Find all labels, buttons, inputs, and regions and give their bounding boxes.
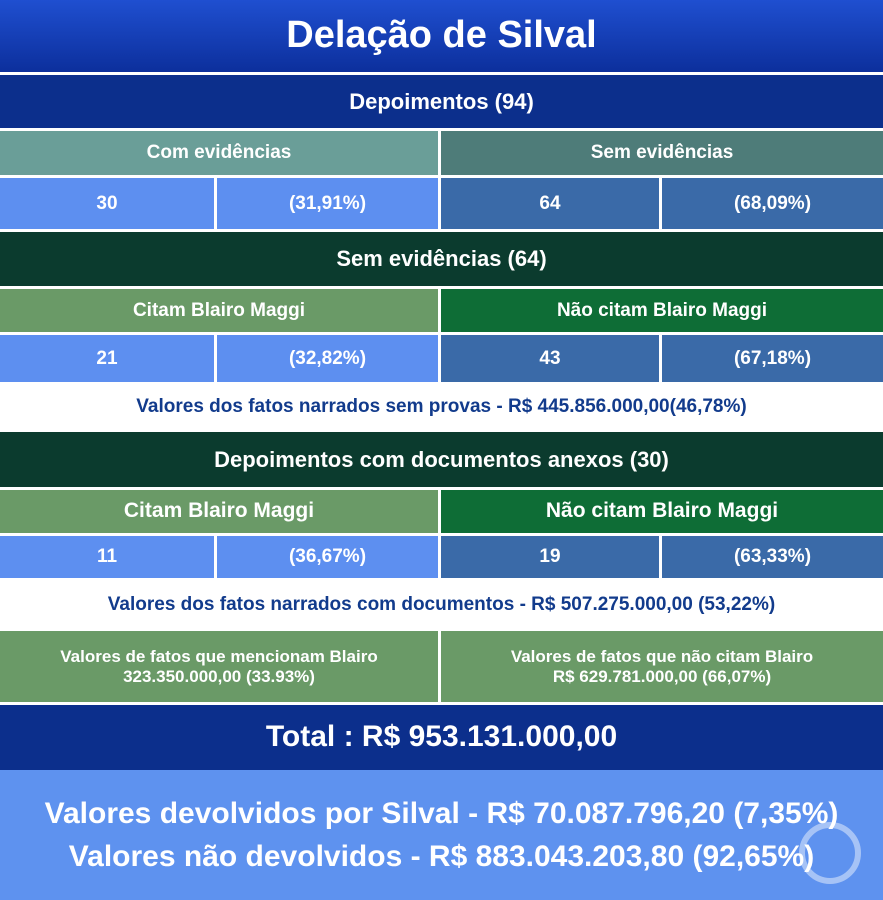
documentos-header-row xyxy=(0,432,883,487)
valores-sem-provas-row xyxy=(0,382,883,432)
sem-evidencias-header-row xyxy=(0,229,883,286)
valores-sem-provas: Valores dos fatos narrados sem provas - R$ 445.856.000,00(46,78%) xyxy=(0,382,883,432)
fatos-nao-citam-blairo xyxy=(441,631,883,702)
fatos-nao-citam-line1: Valores de fatos que não citam Blairo xyxy=(510,646,814,666)
fatos-mencionam-blairo xyxy=(0,631,441,702)
fatos-row xyxy=(0,631,883,702)
valores-devolvidos: Valores devolvidos por Silval - R$ 70.087.796,20 (7,35%) xyxy=(44,796,839,830)
documentos-nao-citam-label: Não citam Blairo Maggi xyxy=(441,490,883,533)
documentos-citam-pct: (36,67%) xyxy=(217,536,441,578)
total-row xyxy=(0,702,883,770)
devolvidos-block xyxy=(0,770,883,900)
sem-evidencias-citam-labels-row xyxy=(0,286,883,332)
com-evidencias-label: Com evidências xyxy=(0,131,441,175)
valores-com-documentos-row xyxy=(0,578,883,631)
title-row xyxy=(0,0,883,72)
sem-evidencias-values-row xyxy=(0,332,883,382)
sem-evidencias-citam-label: Citam Blairo Maggi xyxy=(0,289,441,332)
documentos-citam-count: 11 xyxy=(0,536,217,578)
sem-evidencias-header: Sem evidências (64) xyxy=(0,232,883,286)
sem-evidencias-pct: (68,09%) xyxy=(662,178,883,229)
sem-evidencias-nao-citam-count: 43 xyxy=(441,335,662,382)
depoimentos-header-row xyxy=(0,72,883,128)
documentos-citam-labels-row xyxy=(0,487,883,533)
documentos-nao-citam-count: 19 xyxy=(441,536,662,578)
documentos-citam-label: Citam Blairo Maggi xyxy=(0,490,441,533)
fatos-mencionam-line2: 323.350.000,00 (33.93%) xyxy=(123,666,315,686)
devolvidos-row xyxy=(0,770,883,900)
page-title: Delação de Silval xyxy=(0,0,883,72)
documentos-values-row xyxy=(0,533,883,578)
sem-evidencias-count: 64 xyxy=(441,178,662,229)
com-evidencias-pct: (31,91%) xyxy=(217,178,441,229)
evidencias-labels-row xyxy=(0,128,883,175)
fatos-nao-citam-line2: R$ 629.781.000,00 (66,07%) xyxy=(552,666,772,686)
sem-evidencias-nao-citam-label: Não citam Blairo Maggi xyxy=(441,289,883,332)
sem-evidencias-citam-pct: (32,82%) xyxy=(217,335,441,382)
fatos-mencionam-line1: Valores de fatos que mencionam Blairo xyxy=(60,646,378,666)
documentos-header: Depoimentos com documentos anexos (30) xyxy=(0,432,883,487)
valores-com-documentos: Valores dos fatos narrados com documentos - R$ 507.275.000,00 (53,22%) xyxy=(0,578,883,631)
documentos-nao-citam-pct: (63,33%) xyxy=(662,536,883,578)
total-value: Total : R$ 953.131.000,00 xyxy=(0,705,883,770)
sem-evidencias-citam-count: 21 xyxy=(0,335,217,382)
sem-evidencias-label: Sem evidências xyxy=(441,131,883,175)
depoimentos-header: Depoimentos (94) xyxy=(0,75,883,128)
com-evidencias-count: 30 xyxy=(0,178,217,229)
valores-nao-devolvidos: Valores não devolvidos - R$ 883.043.203,80 (92,65%) xyxy=(68,840,815,873)
watermark-logo-icon xyxy=(799,822,861,884)
evidencias-values-row xyxy=(0,175,883,229)
sem-evidencias-nao-citam-pct: (67,18%) xyxy=(662,335,883,382)
